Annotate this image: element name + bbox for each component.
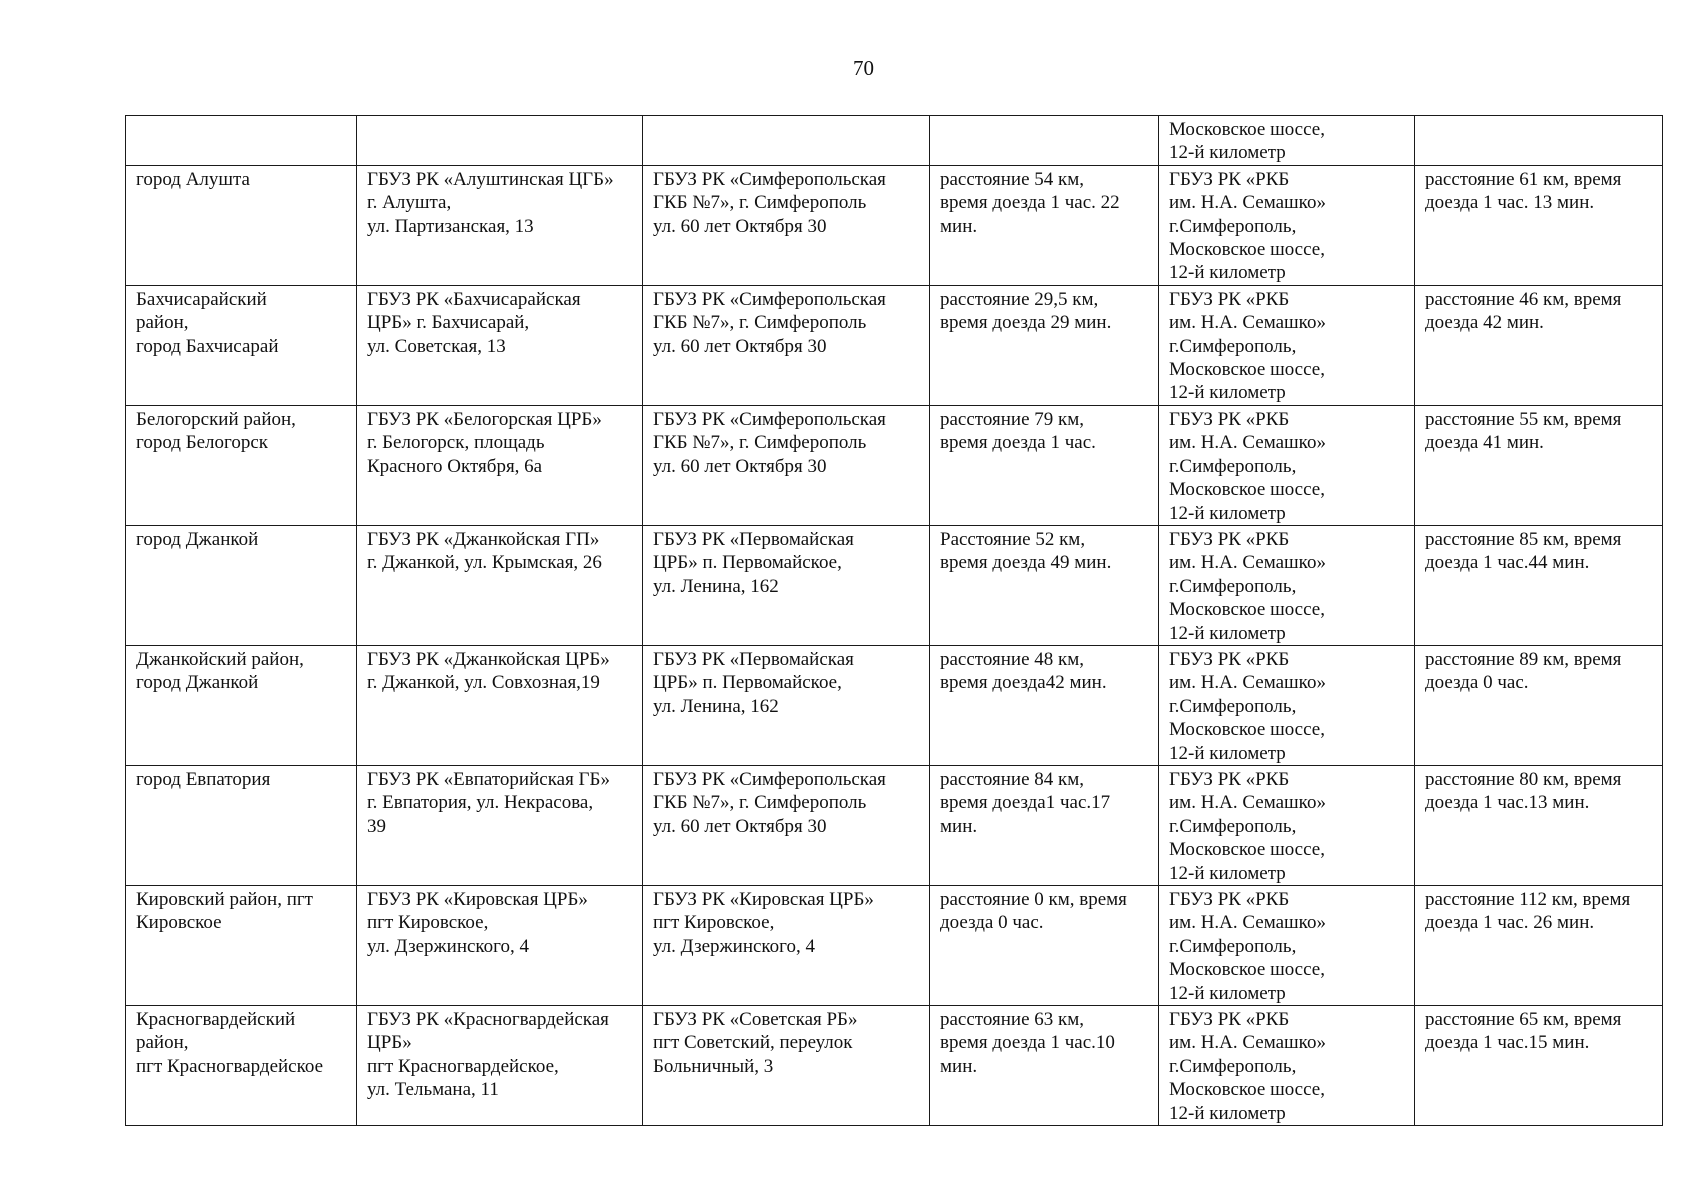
- table-row-continuation: [126, 116, 1663, 166]
- cell-interdistrict-facility: [643, 116, 930, 166]
- cell-local-facility: ГБУЗ РК «Алуштинская ЦГБ» г. Алушта, ул. Партизанская, 13: [357, 165, 643, 285]
- cell-local-facility: [357, 116, 643, 166]
- cell-interdistrict-distance: Расстояние 52 км, время доезда 49 мин.: [930, 525, 1159, 645]
- cell-regional-facility: ГБУЗ РК «РКБ им. Н.А. Семашко» г.Симферополь, Московское шоссе, 12-й километр: [1159, 645, 1415, 765]
- cell-interdistrict-facility: ГБУЗ РК «Симферопольская ГКБ №7», г. Симферополь ул. 60 лет Октября 30: [643, 405, 930, 525]
- cell-interdistrict-facility: ГБУЗ РК «Советская РБ» пгт Советский, переулок Больничный, 3: [643, 1006, 930, 1126]
- cell-interdistrict-facility: ГБУЗ РК «Первомайская ЦРБ» п. Первомайское, ул. Ленина, 162: [643, 525, 930, 645]
- cell-local-facility: ГБУЗ РК «Джанкойская ГП» г. Джанкой, ул. Крымская, 26: [357, 525, 643, 645]
- cell-interdistrict-facility: ГБУЗ РК «Кировская ЦРБ» пгт Кировское, ул. Дзержинского, 4: [643, 886, 930, 1006]
- cell-interdistrict-facility: ГБУЗ РК «Симферопольская ГКБ №7», г. Симферополь ул. 60 лет Октября 30: [643, 765, 930, 885]
- cell-regional-facility: ГБУЗ РК «РКБ им. Н.А. Семашко» г.Симферополь, Московское шоссе, 12-й километр: [1159, 165, 1415, 285]
- cell-interdistrict-distance: расстояние 84 км, время доезда1 час.17 мин.: [930, 765, 1159, 885]
- cell-area: Кировский район, пгт Кировское: [126, 886, 357, 1006]
- cell-area: Красногвардейский район, пгт Красногвардейское: [126, 1006, 357, 1126]
- cell-interdistrict-distance: расстояние 54 км, время доезда 1 час. 22 мин.: [930, 165, 1159, 285]
- cell-regional-distance: расстояние 85 км, время доезда 1 час.44 мин.: [1415, 525, 1663, 645]
- cell-area: [126, 116, 357, 166]
- cell-regional-facility: ГБУЗ РК «РКБ им. Н.А. Семашко» г.Симферополь, Московское шоссе, 12-й километр: [1159, 525, 1415, 645]
- cell-interdistrict-distance: расстояние 79 км, время доезда 1 час.: [930, 405, 1159, 525]
- cell-interdistrict-facility: ГБУЗ РК «Первомайская ЦРБ» п. Первомайское, ул. Ленина, 162: [643, 645, 930, 765]
- cell-regional-facility: ГБУЗ РК «РКБ им. Н.А. Семашко» г.Симферополь, Московское шоссе, 12-й километр: [1159, 886, 1415, 1006]
- cell-interdistrict-distance: расстояние 29,5 км, время доезда 29 мин.: [930, 285, 1159, 405]
- cell-regional-distance: расстояние 46 км, время доезда 42 мин.: [1415, 285, 1663, 405]
- cell-area: город Джанкой: [126, 525, 357, 645]
- table-row: [126, 886, 1663, 1006]
- cell-regional-facility: ГБУЗ РК «РКБ им. Н.А. Семашко» г.Симферополь, Московское шоссе, 12-й километр: [1159, 285, 1415, 405]
- cell-regional-distance: расстояние 55 км, время доезда 41 мин.: [1415, 405, 1663, 525]
- cell-regional-distance: расстояние 89 км, время доезда 0 час.: [1415, 645, 1663, 765]
- table-row: [126, 1006, 1663, 1126]
- cell-regional-distance: расстояние 65 км, время доезда 1 час.15 мин.: [1415, 1006, 1663, 1126]
- table-row: [126, 525, 1663, 645]
- cell-area: Белогорский район, город Белогорск: [126, 405, 357, 525]
- table-row: [126, 765, 1663, 885]
- cell-local-facility: ГБУЗ РК «Белогорская ЦРБ» г. Белогорск, площадь Красного Октября, 6а: [357, 405, 643, 525]
- cell-interdistrict-distance: расстояние 0 км, время доезда 0 час.: [930, 886, 1159, 1006]
- cell-interdistrict-distance: расстояние 63 км, время доезда 1 час.10 мин.: [930, 1006, 1159, 1126]
- cell-local-facility: ГБУЗ РК «Джанкойская ЦРБ» г. Джанкой, ул. Совхозная,19: [357, 645, 643, 765]
- cell-interdistrict-facility: ГБУЗ РК «Симферопольская ГКБ №7», г. Симферополь ул. 60 лет Октября 30: [643, 285, 930, 405]
- cell-local-facility: ГБУЗ РК «Бахчисарайская ЦРБ» г. Бахчисарай, ул. Советская, 13: [357, 285, 643, 405]
- cell-local-facility: ГБУЗ РК «Кировская ЦРБ» пгт Кировское, ул. Дзержинского, 4: [357, 886, 643, 1006]
- cell-area: Джанкойский район, город Джанкой: [126, 645, 357, 765]
- cell-regional-distance: расстояние 61 км, время доезда 1 час. 13 мин.: [1415, 165, 1663, 285]
- cell-local-facility: ГБУЗ РК «Евпаторийская ГБ» г. Евпатория, ул. Некрасова, 39: [357, 765, 643, 885]
- table-row: [126, 285, 1663, 405]
- table-row: [126, 645, 1663, 765]
- table-row: [126, 165, 1663, 285]
- cell-interdistrict-distance: [930, 116, 1159, 166]
- cell-area: город Алушта: [126, 165, 357, 285]
- table-row: [126, 405, 1663, 525]
- table-body: [126, 116, 1663, 1126]
- cell-regional-facility: ГБУЗ РК «РКБ им. Н.А. Семашко» г.Симферополь, Московское шоссе, 12-й километр: [1159, 765, 1415, 885]
- page-number: 70: [853, 56, 874, 80]
- cell-area: Бахчисарайский район, город Бахчисарай: [126, 285, 357, 405]
- cell-regional-distance: [1415, 116, 1663, 166]
- cell-local-facility: ГБУЗ РК «Красногвардейская ЦРБ» пгт Красногвардейское, ул. Тельмана, 11: [357, 1006, 643, 1126]
- cell-interdistrict-facility: ГБУЗ РК «Симферопольская ГКБ №7», г. Симферополь ул. 60 лет Октября 30: [643, 165, 930, 285]
- cell-regional-facility: Московское шоссе, 12-й километр: [1159, 116, 1415, 166]
- cell-interdistrict-distance: расстояние 48 км, время доезда42 мин.: [930, 645, 1159, 765]
- cell-regional-facility: ГБУЗ РК «РКБ им. Н.А. Семашко» г.Симферополь, Московское шоссе, 12-й километр: [1159, 405, 1415, 525]
- cell-area: город Евпатория: [126, 765, 357, 885]
- cell-regional-facility: ГБУЗ РК «РКБ им. Н.А. Семашко» г.Симферополь, Московское шоссе, 12-й километр: [1159, 1006, 1415, 1126]
- cell-regional-distance: расстояние 112 км, время доезда 1 час. 26 мин.: [1415, 886, 1663, 1006]
- cell-regional-distance: расстояние 80 км, время доезда 1 час.13 мин.: [1415, 765, 1663, 885]
- medical-routing-table: [125, 115, 1663, 1126]
